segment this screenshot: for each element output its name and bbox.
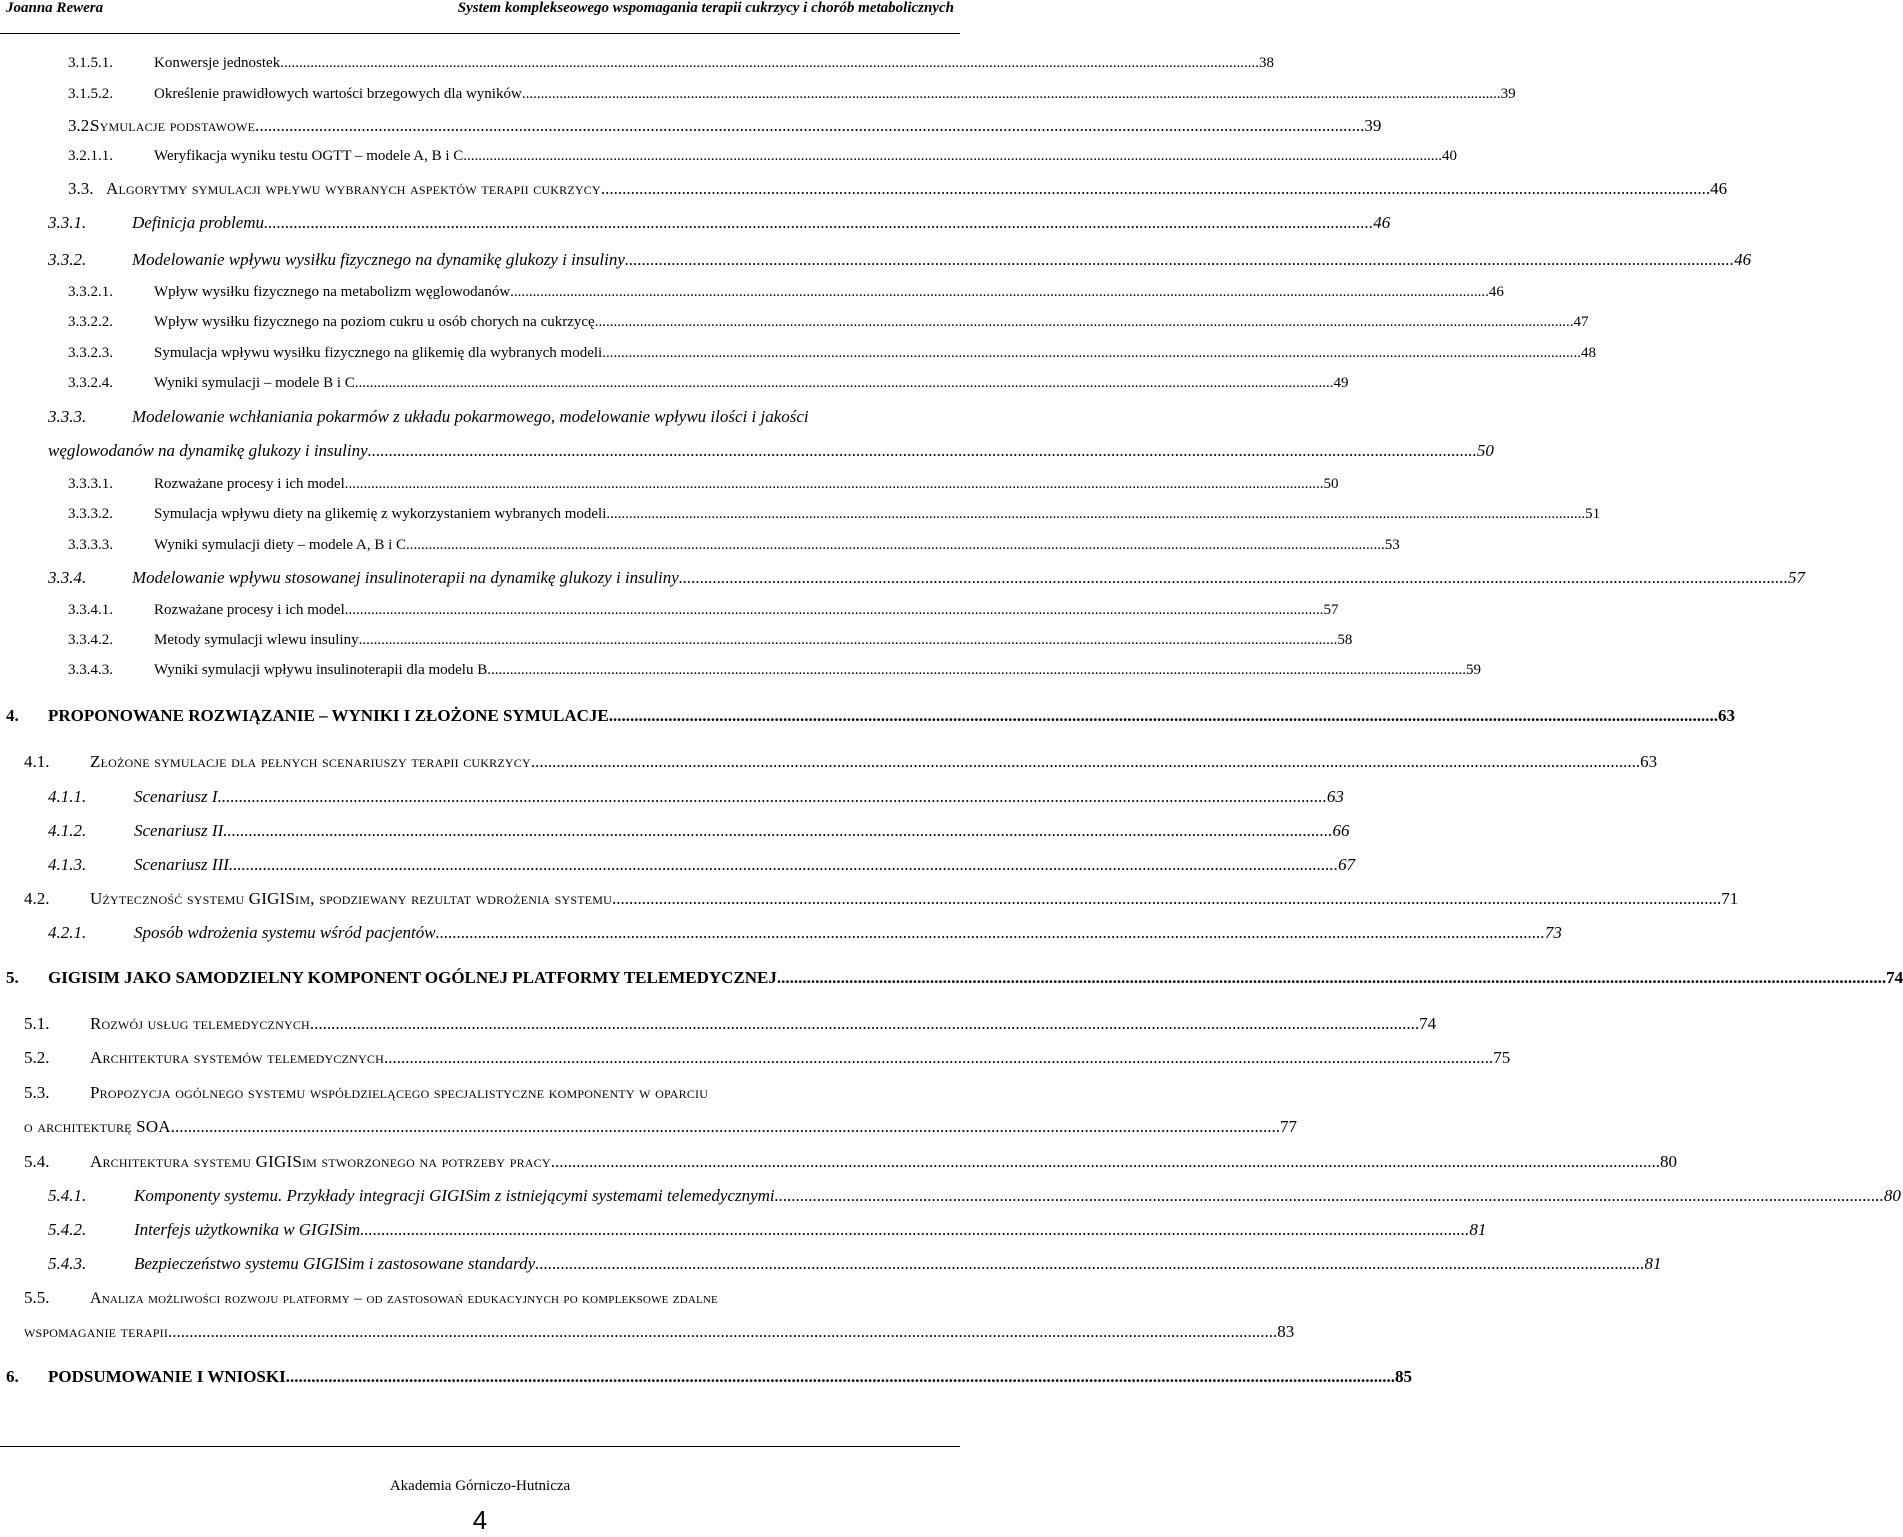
toc-title: Propozycja ogólnego systemu współdzielącego specjalistyczne komponenty w oparciu	[90, 1083, 709, 1102]
toc-entry-continuation[interactable]	[0, 1322, 1295, 1342]
toc-title-continuation: wspomaganie terapii	[24, 1322, 169, 1341]
toc-number: 3.2.	[68, 116, 94, 135]
toc-title: PODSUMOWANIE I WNIOSKI	[48, 1367, 286, 1386]
toc-number: 3.2.1.1.	[68, 148, 113, 164]
toc-leader	[359, 632, 1338, 649]
page-number: 4	[472, 1505, 488, 1535]
toc-number: 3.3.1.	[48, 213, 87, 232]
toc-entry[interactable]	[0, 568, 1806, 588]
toc-title: Sposób wdrożenia systemu wśród pacjentów	[134, 923, 436, 942]
toc-leader	[601, 179, 1710, 199]
toc-page: 40	[1442, 148, 1458, 164]
toc-entry[interactable]	[0, 148, 1458, 165]
toc-chapter[interactable]	[0, 968, 1903, 988]
toc-leader	[286, 1367, 1395, 1387]
toc-number: 3.1.5.2.	[68, 86, 113, 102]
toc-title: Konwersje jednostek	[154, 55, 281, 71]
toc-title: Bezpieczeństwo systemu GIGISim i zastosowane standardy	[134, 1254, 536, 1273]
toc-page: 39	[1364, 116, 1382, 135]
toc-page: 51	[1585, 506, 1601, 522]
toc-title: Rozważane procesy i ich model	[154, 602, 345, 618]
toc-title: Architektura systemów telemedycznych	[90, 1048, 384, 1067]
toc-page: 83	[1277, 1322, 1295, 1341]
toc-number: 3.3.4.1.	[68, 602, 113, 618]
toc-entry[interactable]	[0, 375, 1349, 392]
toc-number: 3.3.4.3.	[68, 662, 113, 678]
toc-entry[interactable]	[0, 787, 1344, 807]
toc-number: 3.3.2.3.	[68, 345, 113, 361]
toc-entry[interactable]	[0, 662, 1481, 679]
toc-leader	[595, 314, 1574, 331]
toc-entry[interactable]	[0, 116, 1382, 136]
toc-entry[interactable]	[0, 1152, 1677, 1172]
toc-number: 4.1.	[24, 752, 50, 771]
toc-leader	[345, 476, 1324, 493]
toc-page: 46	[1710, 179, 1728, 198]
toc-entry[interactable]	[0, 476, 1339, 493]
toc-leader	[535, 1254, 1644, 1274]
toc-number: 3.3.3.1.	[68, 476, 113, 492]
toc-entry[interactable]	[0, 632, 1353, 649]
toc-page: 46	[1373, 213, 1391, 232]
toc-number: 3.3.3.	[48, 407, 87, 426]
toc-leader	[463, 148, 1442, 165]
toc-title: Rozważane procesy i ich model	[154, 476, 345, 492]
toc-entry[interactable]	[0, 752, 1658, 772]
toc-page: 77	[1280, 1117, 1298, 1136]
toc-title: Komponenty systemu. Przykłady integracji GIGISim z istniejącymi systemami telemedycznymi	[134, 1186, 775, 1205]
toc-number: 3.3.4.2.	[68, 632, 113, 648]
toc-entry[interactable]	[0, 284, 1504, 301]
toc-entry[interactable]	[0, 407, 955, 427]
toc-entry[interactable]	[0, 55, 1274, 72]
toc-title: Wpływ wysiłku fizycznego na metabolizm węglowodanów	[154, 284, 511, 300]
header-title: System komplekseowego wspomagania terapii cukrzycy i chorób metabolicznych	[457, 0, 954, 16]
toc-leader	[531, 752, 1640, 772]
toc-title-continuation: o architekturę SOA	[24, 1117, 171, 1136]
toc-number: 3.3.4.	[48, 568, 87, 587]
toc-number: 3.3.2.4.	[68, 375, 113, 391]
toc-title: Analiza możliwości rozwoju platformy – od zastosowań edukacyjnych po kompleksowe zdalne	[90, 1290, 718, 1307]
toc-leader	[264, 213, 1373, 233]
toc-number: 5.4.3.	[48, 1254, 87, 1273]
toc-leader	[218, 787, 1327, 807]
footer-rule	[0, 1446, 960, 1447]
toc-leader	[310, 1014, 1419, 1034]
toc-entry[interactable]	[0, 1048, 1511, 1068]
toc-title: Metody symulacji wlewu insuliny	[154, 632, 359, 648]
toc-page: 74	[1886, 968, 1903, 987]
header-author: Joanna Rewera	[6, 0, 104, 16]
toc-number: 3.3.2.	[48, 250, 87, 269]
toc-page: 48	[1580, 345, 1596, 361]
toc-title: Scenariusz I	[134, 787, 218, 806]
toc-title: Wyniki symulacji wpływu insulinoterapii dla modelu B	[154, 662, 488, 678]
toc-title: Wpływ wysiłku fizycznego na poziom cukru u osób chorych na cukrzycę	[154, 314, 595, 330]
toc-number: 4.2.	[24, 889, 50, 908]
toc-page: 47	[1573, 314, 1589, 330]
header-rule	[0, 33, 960, 34]
toc-number: 5.4.2.	[48, 1220, 87, 1239]
toc-page: 39	[1500, 86, 1516, 102]
toc-title: Scenariusz III	[134, 855, 229, 874]
toc-leader	[551, 1152, 1660, 1172]
toc-entry[interactable]	[0, 821, 1350, 841]
toc-entry[interactable]	[0, 1014, 1437, 1034]
toc-number: 3.3.2.1.	[68, 284, 113, 300]
toc-page: 80	[1659, 1152, 1677, 1171]
toc-leader	[625, 250, 1734, 270]
toc-title: Wyniki symulacji – modele B i C	[154, 375, 355, 391]
toc-page: 81	[1644, 1254, 1662, 1273]
toc-page: 50	[1476, 441, 1494, 460]
toc-leader	[436, 923, 1545, 943]
toc-entry[interactable]	[0, 179, 1728, 199]
toc-leader	[775, 1186, 1884, 1206]
toc-leader	[606, 506, 1585, 523]
toc-entry-continuation[interactable]	[0, 1117, 1298, 1137]
toc-number: 3.3.3.3.	[68, 537, 113, 553]
toc-title: Modelowanie wpływu wysiłku fizycznego na dynamikę glukozy i insuliny	[132, 250, 625, 269]
toc-title: Modelowanie wpływu stosowanej insulinoterapii na dynamikę glukozy i insuliny	[132, 568, 679, 587]
toc-title: Definicja problemu	[132, 213, 265, 232]
toc-leader	[602, 345, 1581, 362]
toc-title: Złożone symulacje dla pełnych scenariuszy terapii cukrzycy	[90, 752, 531, 771]
toc-leader	[355, 375, 1334, 392]
toc-leader	[368, 441, 1477, 461]
toc-leader	[406, 537, 1385, 554]
toc-entry[interactable]	[0, 506, 1601, 523]
toc-leader	[777, 968, 1886, 988]
toc-number: 4.1.3.	[48, 855, 87, 874]
toc-title: GIGISIM JAKO SAMODZIELNY KOMPONENT OGÓLNEJ PLATFORMY TELEMEDYCZNEJ	[48, 968, 777, 987]
toc-title: Symulacja wpływu diety na glikemię z wykorzystaniem wybranych modeli	[154, 506, 607, 522]
toc-page: 46	[1734, 250, 1752, 269]
toc-entry[interactable]	[0, 855, 1356, 875]
toc-page: 59	[1465, 662, 1481, 678]
toc-page: 53	[1384, 537, 1400, 553]
toc-leader	[168, 1322, 1277, 1342]
toc-entry[interactable]	[0, 314, 1589, 331]
toc-leader	[487, 662, 1466, 679]
toc-title: Interfejs użytkownika w GIGISim	[134, 1220, 361, 1239]
toc-page: 74	[1419, 1014, 1437, 1033]
toc-page: 81	[1469, 1220, 1487, 1239]
toc-leader	[384, 1048, 1493, 1068]
toc-entry[interactable]	[0, 537, 1400, 554]
toc-entry[interactable]	[0, 1254, 1662, 1274]
toc-title: Symulacja wpływu wysiłku fizycznego na glikemię dla wybranych modeli	[154, 345, 603, 361]
toc-entry[interactable]	[0, 213, 1391, 233]
toc-title: Architektura systemu GIGISim stworzonego na potrzeby pracy	[90, 1152, 551, 1171]
toc-number: 5.	[6, 968, 19, 987]
toc-title: Algorytmy symulacji wpływu wybranych aspektów terapii cukrzycy	[106, 179, 601, 198]
toc-number: 6.	[6, 1367, 19, 1386]
toc-page: 49	[1333, 375, 1349, 391]
toc-page: 50	[1323, 476, 1339, 492]
toc-entry-continuation[interactable]	[0, 441, 1494, 461]
toc-number: 3.3.2.2.	[68, 314, 113, 330]
toc-number: 5.5.	[24, 1288, 50, 1307]
running-header	[0, 0, 960, 36]
toc-entry[interactable]	[0, 250, 1752, 270]
footer-institution: Akademia Górniczo-Hutnicza	[389, 1478, 571, 1494]
toc-leader	[171, 1117, 1280, 1137]
toc-page: 38	[1258, 55, 1274, 71]
toc-page: 85	[1394, 1367, 1412, 1386]
toc-page: 63	[1326, 787, 1344, 806]
toc-number: 5.1.	[24, 1014, 50, 1033]
toc-number: 3.3.	[68, 179, 94, 198]
toc-leader	[229, 855, 1338, 875]
toc-entry[interactable]	[0, 602, 1339, 619]
toc-entry[interactable]	[0, 889, 1739, 909]
toc-number: 5.3.	[24, 1083, 50, 1102]
toc-title-continuation: węglowodanów na dynamikę glukozy i insuliny	[48, 441, 368, 460]
toc-number: 4.1.1.	[48, 787, 87, 806]
toc-entry[interactable]	[0, 86, 1516, 103]
toc-entry[interactable]	[0, 345, 1596, 362]
toc-leader	[345, 602, 1324, 619]
toc-title: Rozwój usług telemedycznych	[90, 1014, 310, 1033]
toc-title: Użyteczność systemu GIGISim, spodziewany rezultat wdrożenia systemu	[90, 889, 613, 908]
toc-number: 4.1.2.	[48, 821, 87, 840]
toc-leader	[360, 1220, 1469, 1240]
toc-title: Wyniki symulacji diety – modele A, B i C	[154, 537, 406, 553]
toc-number: 4.2.1.	[48, 923, 87, 942]
toc-chapter[interactable]	[0, 1367, 1412, 1387]
toc-page: 66	[1332, 821, 1350, 840]
toc-title: PROPONOWANE ROZWIĄZANIE – WYNIKI I ZŁOŻONE SYMULACJE	[48, 706, 609, 725]
toc-number: 3.1.5.1.	[68, 55, 113, 71]
toc-title: Modelowanie wchłaniania pokarmów z układu pokarmowego, modelowanie wpływu ilości i jakości	[132, 407, 809, 426]
toc-entry[interactable]	[0, 1288, 955, 1308]
toc-page: 46	[1488, 284, 1504, 300]
toc-page: 63	[1640, 752, 1658, 771]
toc-page: 80	[1883, 1186, 1901, 1205]
toc-title: Określenie prawidłowych wartości brzegowych dla wyników	[154, 86, 522, 102]
toc-title: Weryfikacja wyniku testu OGTT – modele A, B i C	[154, 148, 464, 164]
toc-chapter[interactable]	[0, 706, 1736, 726]
toc-title: Symulacje podstawowe	[90, 116, 256, 135]
toc-leader	[510, 284, 1489, 301]
toc-entry[interactable]	[0, 1083, 955, 1103]
toc-page: 75	[1493, 1048, 1511, 1067]
toc-page: 73	[1544, 923, 1562, 942]
toc-page: 67	[1338, 855, 1356, 874]
toc-leader	[280, 55, 1259, 72]
toc-leader	[612, 889, 1721, 909]
toc-leader	[223, 821, 1332, 841]
toc-title: Scenariusz II	[134, 821, 224, 840]
toc-entry[interactable]	[0, 1186, 1901, 1206]
toc-page: 58	[1337, 632, 1353, 648]
toc-entry[interactable]	[0, 923, 1562, 943]
toc-leader	[609, 706, 1718, 726]
toc-leader	[522, 86, 1501, 103]
toc-page: 71	[1721, 889, 1739, 908]
toc-number: 3.3.3.2.	[68, 506, 113, 522]
toc-page: 57	[1323, 602, 1339, 618]
toc-page: 63	[1718, 706, 1736, 725]
toc-leader	[679, 568, 1788, 588]
toc-number: 4.	[6, 706, 19, 725]
toc-entry[interactable]	[0, 1220, 1487, 1240]
toc-page: 57	[1788, 568, 1806, 587]
toc-number: 5.2.	[24, 1048, 50, 1067]
toc-number: 5.4.1.	[48, 1186, 87, 1205]
toc-number: 5.4.	[24, 1152, 50, 1171]
toc-leader	[255, 116, 1364, 136]
